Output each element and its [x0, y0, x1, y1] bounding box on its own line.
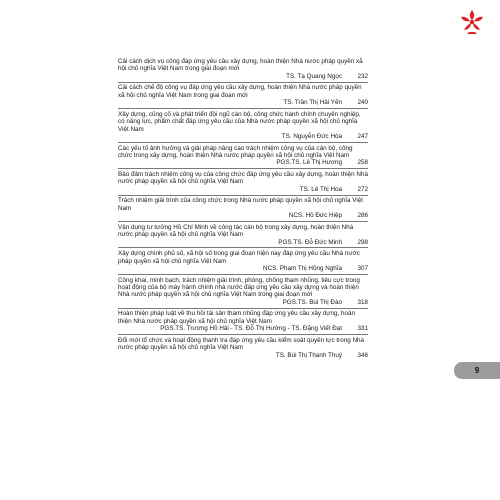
entry-author: PGS.TS. Bùi Thị Đào: [282, 298, 342, 306]
entry-page-number: 286: [357, 212, 368, 220]
entry-page-number: 331: [357, 325, 368, 333]
entry-page-number: 346: [357, 351, 368, 359]
toc-entry: [118, 58, 368, 80]
table-of-contents: [118, 58, 368, 359]
entry-title: Xây dựng chính phủ số, xã hội số trong giai đoạn hiện nay đáp ứng yêu cầu Nhà nước pháp quyền xã hội chủ nghĩa Việt Nam: [118, 250, 360, 265]
entry-title: Cải cách dịch vụ công đáp ứng yêu cầu xây dựng, hoàn thiện Nhà nước pháp quyền xã hội chủ nghĩa Việt Nam trong giai đoạn mới: [118, 58, 363, 73]
entry-divider: [118, 334, 368, 335]
entry-divider: [118, 195, 368, 196]
entry-page-number: 247: [357, 133, 368, 141]
page-number: 9: [474, 366, 480, 375]
entry-meta: [118, 239, 368, 246]
entry-page-number: 272: [357, 185, 368, 193]
entry-divider: [118, 142, 368, 143]
entry-divider: [118, 82, 368, 83]
entry-divider: [118, 221, 368, 222]
entry-divider: [118, 247, 368, 248]
toc-entry: [118, 84, 368, 106]
entry-title: Đổi mới tổ chức và hoạt động thanh tra đáp ứng yêu cầu kiểm soát quyền lực trong Nhà nước pháp quyền xã hội chủ nghĩa Việt Nam: [118, 336, 365, 352]
entry-author: TS. Tạ Quang Ngọc: [286, 72, 342, 80]
toc-entry: [118, 277, 368, 307]
toc-entry: [118, 250, 368, 272]
toc-entry: [118, 197, 368, 219]
page-number-tab: [454, 362, 500, 379]
entry-author: TS. Bùi Thị Thanh Thuý: [275, 351, 342, 359]
toc-entry: [118, 224, 368, 246]
entry-meta: [118, 73, 368, 80]
entry-meta: [118, 352, 368, 359]
entry-meta: [118, 299, 368, 306]
toc-entry: [118, 310, 368, 332]
entry-title: Hoàn thiện pháp luật về thu hồi tài sản tham nhũng đáp ứng yêu cầu xây dựng, hoàn thiện Nhà nước pháp quyền xã hội chủ nghĩa Việt Nam: [118, 310, 356, 325]
entry-title: Trách nhiệm giải trình của công chức trong Nhà nước pháp quyền xã hội chủ nghĩa Việt Nam: [118, 197, 363, 212]
entry-meta: [118, 212, 368, 219]
entry-divider: [118, 168, 368, 169]
entry-page-number: 318: [357, 298, 368, 306]
entry-title: Công khai, minh bạch, trách nhiệm giải trình, phòng, chống tham nhũng, tiêu cực trong hoạt động của bộ máy hành chính nhà nước đáp ứng yêu cầu xây dựng và hoàn thiện Nhà nước pháp quyền xã hội chủ nghĩa Việt Nam trong giai đoạn mới: [118, 276, 360, 299]
entry-divider: [118, 108, 368, 109]
entry-page-number: 307: [357, 265, 368, 273]
entry-meta: [118, 265, 368, 272]
entry-meta: [118, 99, 368, 106]
entry-title: Xây dựng, củng cố và phát triển đội ngũ cán bộ, công chức hành chính chuyên nghiệp, có năng lực, phẩm chất đáp ứng yêu cầu của Nhà nước pháp quyền xã hội chủ nghĩa Việt Nam: [118, 110, 361, 133]
toc-entry: [118, 337, 368, 359]
entry-page-number: 258: [357, 159, 368, 167]
entry-page-number: 232: [357, 72, 368, 80]
entry-author: PGS.TS. Lê Thị Hương: [276, 159, 342, 167]
entry-title: Bảo đảm trách nhiệm công vụ của công chức đáp ứng yêu cầu xây dựng, hoàn thiện Nhà nước pháp quyền xã hội chủ nghĩa Việt Nam: [118, 171, 368, 186]
entry-meta: [118, 186, 368, 193]
lotus-logo-icon: [458, 8, 486, 36]
toc-entry: [118, 111, 368, 141]
entry-author: PGS.TS. Đỗ Đức Minh: [278, 238, 342, 246]
toc-entry: [118, 171, 368, 193]
entry-meta: [118, 325, 368, 332]
entry-title: Cải cách chế độ công vụ đáp ứng yêu cầu xây dựng, hoàn thiện Nhà nước pháp quyền xã hội chủ nghĩa Việt Nam trong giai đoạn mới: [118, 84, 362, 99]
entry-page-number: 298: [357, 238, 368, 246]
entry-author: PGS.TS. Trương Hồ Hải - TS. Đỗ Thị Hường - TS. Đặng Viết Đạt: [160, 325, 342, 333]
entry-author: TS. Nguyễn Đức Hòa: [281, 133, 342, 141]
entry-title: Các yếu tố ảnh hưởng và giải pháp nâng cao trách nhiệm công vụ của cán bộ, công chức trong xây dựng, hoàn thiện Nhà nước pháp quyền xã hội chủ nghĩa Việt Nam: [118, 144, 353, 160]
entry-title: Vận dụng tư tưởng Hồ Chí Minh về công tác cán bộ trong xây dựng, hoàn thiện Nhà nước pháp quyền xã hội chủ nghĩa Việt Nam: [118, 223, 354, 239]
entry-author: TS. Trần Thị Hải Yến: [283, 99, 342, 107]
entry-meta: [118, 133, 368, 140]
entry-divider: [118, 308, 368, 309]
entry-author: NCS. Phạm Thị Hồng Nghĩa: [263, 265, 342, 273]
entry-author: TS. Lê Thị Hoa: [299, 185, 342, 193]
entry-divider: [118, 274, 368, 275]
entry-author: NCS. Hồ Đức Hiệp: [288, 212, 342, 220]
entry-page-number: 240: [357, 99, 368, 107]
toc-entry: [118, 145, 368, 167]
entry-meta: [118, 159, 368, 166]
